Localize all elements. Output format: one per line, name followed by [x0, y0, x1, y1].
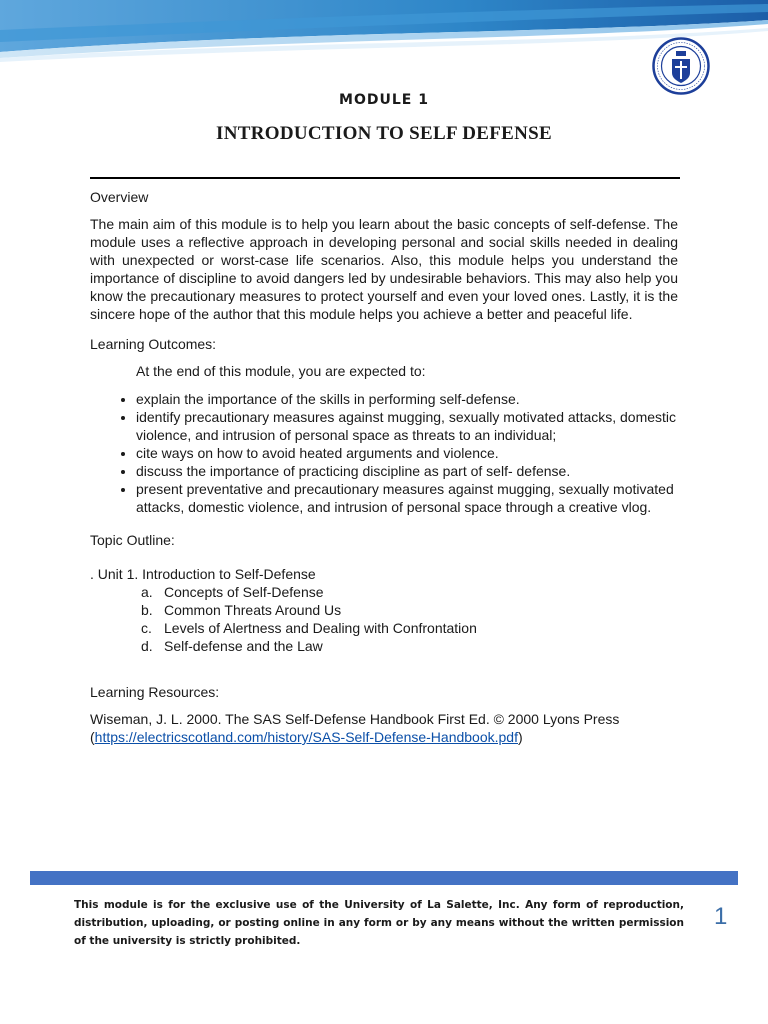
- topic-label: Concepts of Self-Defense: [164, 584, 324, 600]
- topic-list: [90, 583, 678, 655]
- list-marker: d.: [141, 638, 153, 654]
- list-marker: a.: [141, 584, 153, 600]
- learning-resources-heading: Learning Resources:: [90, 684, 220, 700]
- open-paren: (: [90, 729, 95, 745]
- resource-link[interactable]: https://electricscotland.com/history/SAS-Self-Defense-Handbook.pdf: [94, 729, 518, 745]
- title-divider: [90, 177, 680, 179]
- page-number: 1: [714, 903, 728, 930]
- list-item: [141, 583, 678, 601]
- resource-citation: [90, 710, 678, 746]
- list-marker: c.: [141, 620, 152, 636]
- list-marker: b.: [141, 602, 153, 618]
- close-paren: ): [517, 729, 523, 745]
- topic-label: Levels of Alertness and Dealing with Confrontation: [164, 620, 477, 636]
- list-item: • cite ways on how to avoid heated arguments and violence.: [136, 444, 678, 462]
- list-item: [141, 619, 678, 637]
- learning-outcomes-list: [90, 390, 678, 516]
- overview-paragraph: The main aim of this module is to help you learn about the basic concepts of self-defense. The module uses a reflective approach in developing personal and social skills needed in dealing with unexpected or worst-case life scenarios. Also, this module helps you understand the importance of discipline to avoid dangers led by undesirable behaviors. This may also help you know the precautionary measures to protect yourself and even your loved ones. Lastly, it is the sincere hope of the author that this module helps you achieve a better and peaceful life.: [90, 216, 678, 322]
- module-content: [90, 188, 678, 746]
- module-label: MODULE 1: [339, 92, 429, 108]
- citation-text: Wiseman, J. L. 2000. The SAS Self-Defense Handbook First Ed. © 2000 Lyons Press: [90, 711, 620, 727]
- list-item: • explain the importance of the skills in performing self-defense.: [136, 390, 678, 408]
- copyright-notice: This module is for the exclusive use of the University of La Salette, Inc. Any form of reproduction, distribution, uploading, or posting online in any form or by any means without the written permission of the university is strictly prohibited.: [74, 899, 684, 947]
- overview-heading: Overview: [90, 189, 149, 205]
- topic-label: Common Threats Around Us: [164, 602, 342, 618]
- learning-outcomes-intro: At the end of this module, you are expected to:: [136, 363, 426, 379]
- page-title: INTRODUCTION TO SELF DEFENSE: [216, 123, 552, 144]
- list-item: • present preventative and precautionary measures against mugging, sexually motivated attacks, domestic violence, and intrusion of personal space through a creative vlog.: [136, 480, 678, 516]
- university-seal-icon: [652, 37, 710, 95]
- footer-bar: [30, 871, 738, 885]
- list-item: • identify precautionary measures against mugging, sexually motivated attacks, domestic violence, and intrusion of personal space as threats to an individual;: [136, 408, 678, 444]
- list-item: • discuss the importance of practicing discipline as part of self- defense.: [136, 462, 678, 480]
- unit-title: . Unit 1. Introduction to Self-Defense: [90, 566, 316, 582]
- list-item: [141, 637, 678, 655]
- topic-label: Self-defense and the Law: [164, 638, 323, 654]
- topic-outline-heading: Topic Outline:: [90, 532, 175, 548]
- learning-outcomes-heading: Learning Outcomes:: [90, 336, 217, 352]
- list-item: [141, 601, 678, 619]
